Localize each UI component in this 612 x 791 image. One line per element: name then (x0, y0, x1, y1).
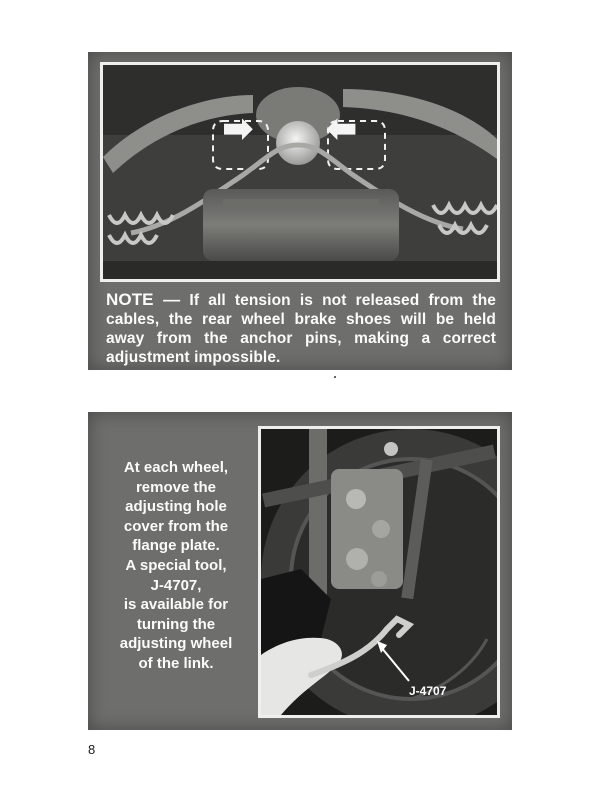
instruction-line: At each wheel, (123, 459, 229, 476)
adjusting-tool-photo (258, 426, 500, 718)
page-number: 8 (88, 742, 96, 757)
instruction-line: adjusting hole (125, 498, 227, 516)
instruction-caption (102, 458, 250, 674)
print-speck (334, 376, 336, 378)
note-lead: NOTE — (106, 290, 181, 309)
note-caption (106, 290, 496, 367)
instruction-line: cover from the (123, 517, 229, 535)
instruction-line: of the link. (138, 654, 214, 672)
instruction-line: A special tool, (125, 556, 227, 574)
instruction-line: flange plate. (132, 537, 220, 555)
tool-callout-label: J-4707 (409, 684, 447, 698)
brake-anchor-illustration (103, 65, 497, 279)
brake-anchor-figure (88, 52, 512, 370)
instruction-line: is available for (123, 596, 229, 614)
instruction-line: J-4707, (150, 576, 202, 594)
instruction-line: turning the (136, 615, 216, 633)
adjusting-tool-figure (88, 412, 512, 730)
brake-backing-assembly (331, 469, 403, 589)
brake-anchor-photo (100, 62, 500, 282)
adjusting-tool-illustration (261, 429, 497, 715)
instruction-line: remove the (135, 478, 217, 496)
instruction-line: adjusting wheel (119, 635, 233, 653)
note-body: If all tension is not released from the cables, the rear wheel brake shoes will be held away from the anchor pins, making a correct adjustment impossible. (106, 292, 496, 366)
